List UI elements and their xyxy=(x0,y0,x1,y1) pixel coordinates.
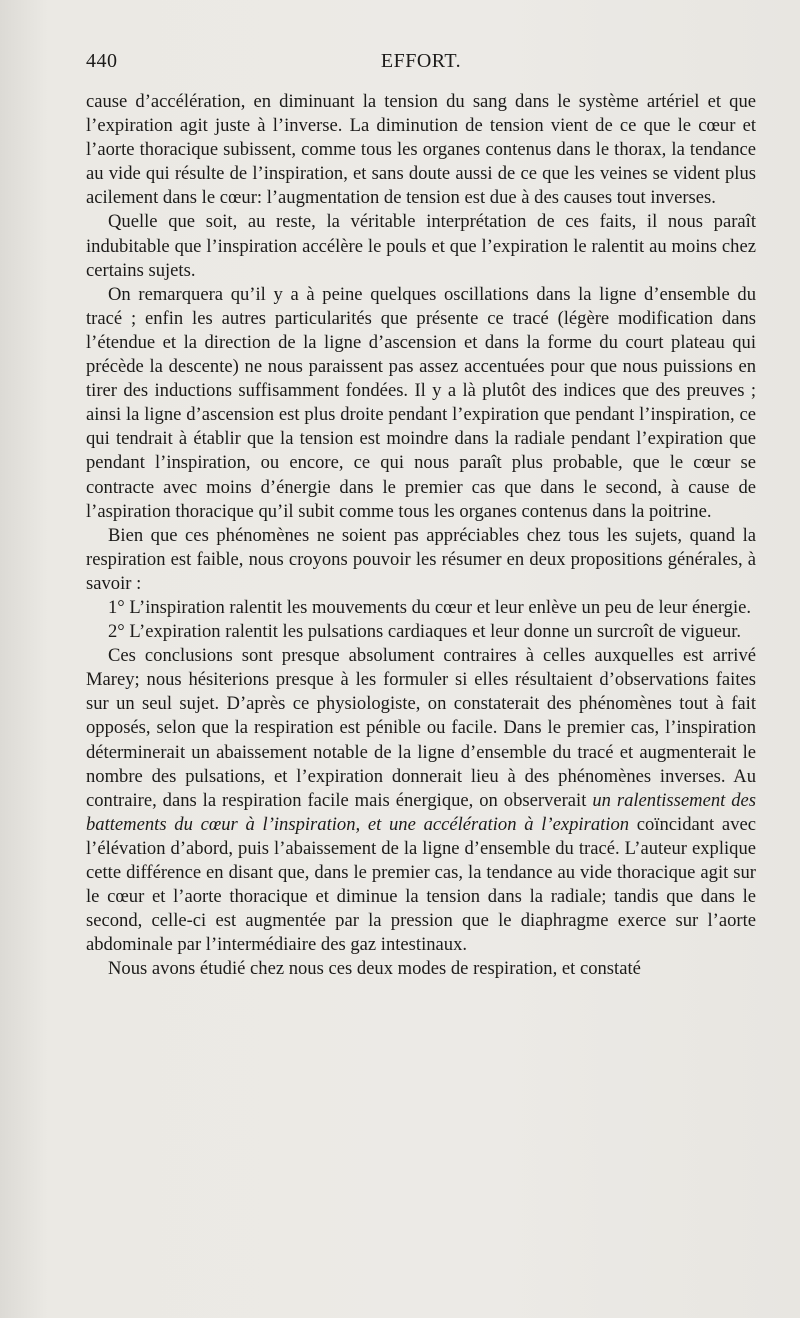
paragraph: cause d’accélération, en diminuant la tension du sang dans le système artériel et que l’expiration agit juste à l’inverse. La diminution de tension vient de ce que le cœur et l’aorte thoracique subissent, comme tous les organes contenus dans le thorax, la tendance au vide qui résulte de l’inspiration, et sans doute aussi de ce que les veines se vident plus acilement dans le cœur: l’augmentation de tension est due à des causes tout inverses. xyxy=(86,91,756,209)
paragraph: Nous avons étudié chez nous ces deux modes de respiration, et constaté xyxy=(108,958,641,980)
paragraph-text: Ces conclusions sont presque absolument contraires à celles auxquelles est arrivé Marey; nous hésiterions presque à les formuler si elles résultaient d’observations faites sur un seul sujet. D’après ce physiologiste, on constaterait des phénomènes tout à fait opposés, selon que la respiration est pénible ou facile. Dans le premier cas, l’inspiration déterminerait un abaissement notable de la ligne d’ensemble du tracé et augmenterait le nombre des pulsations, et l’expiration donnerait lieu à des phénomènes inverses. Au contraire, dans la respiration facile mais énergique, on observerait xyxy=(86,645,756,811)
paragraph-text: coïncidant avec l’élévation d’abord, puis l’abaissement de la ligne d’ensemble du tracé. L’auteur explique cette différence en disant que, dans le premier cas, la tendance au vide thoracique agit sur le cœur et l’aorte thoracique et diminue la tension dans la radiale; tandis que dans le second, celle-ci est augmentée par la pression que le diaphragme exerce sur l’aorte abdominale par l’intermédiaire des gaz intestinaux. xyxy=(86,813,756,956)
page-number: 440 xyxy=(86,50,118,72)
paragraph: Quelle que soit, au reste, la véritable interprétation de ces faits, il nous paraît indubitable que l’inspiration accélère le pouls et que l’expiration le ralentit au moins chez certains sujets. xyxy=(86,211,756,281)
paragraph: On remarquera qu’il y a à peine quelques oscillations dans la ligne d’ensemble du tracé ; enfin les autres particularités que présente ce tracé (légère modification dans l’étendue et la direction de la ligne d’ascension et dans la forme du court plateau qui précède la descente) ne nous paraissent pas assez accentuées pour que nous puissions en tirer des inductions suffisamment fondées. Il y a là plutôt des indices que des preuves ; ainsi la ligne d’ascension est plus droite pendant l’expiration que pendant l’inspiration, ce qui tendrait à établir que la tension est moindre dans la radiale pendant l’expiration que pendant l’inspiration, ou encore, ce qui nous paraît plus probable, que le cœur se contracte avec moins d’énergie dans le premier cas que dans le second, à cause de l’aspiration thoracique qu’il subit comme tous les organes contenus dans la poitrine. xyxy=(86,283,756,522)
proposition-2: 2° L’expiration ralentit les pulsations cardiaques et leur donne un surcroît de vigueur. xyxy=(108,621,742,643)
body-text xyxy=(86,90,756,981)
paragraph: Bien que ces phénomènes ne soient pas appréciables chez tous les sujets, quand la respiration est faible, nous croyons pouvoir les résumer en deux propositions générales, à savoir : xyxy=(86,524,756,594)
paragraph xyxy=(86,644,756,957)
running-title: EFFORT. xyxy=(380,50,462,72)
proposition-1: 1° L’inspiration ralentit les mouvements du cœur et leur enlève un peu de leur énergie. xyxy=(108,596,752,618)
running-head xyxy=(86,50,756,80)
italic-quote: un ralentissement des battements du cœur à l’inspiration, et une accélération à l’expiration xyxy=(86,789,756,835)
